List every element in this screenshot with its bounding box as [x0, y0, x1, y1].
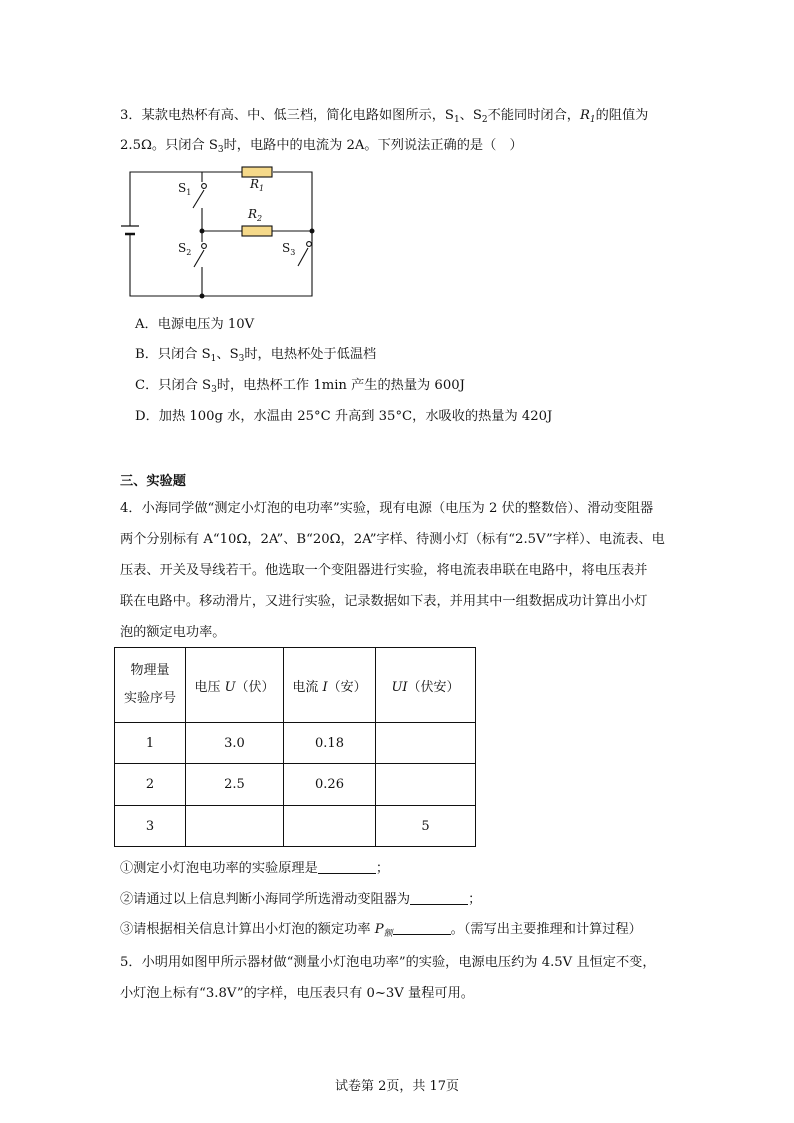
resistor-r1	[242, 167, 272, 177]
table-cell: 0.26	[284, 764, 376, 806]
table-cell: 0.18	[284, 723, 376, 764]
table-cell: 1	[115, 723, 186, 764]
label-s2: $S_2$	[178, 241, 192, 257]
q4-line-5: 泡的额定电功率。	[120, 625, 226, 640]
table-cell	[376, 723, 476, 764]
q4-line-3: 压表、开关及导线若干。他选取一个变阻器进行实验，将电流表串联在电路中，将电压表并	[120, 563, 648, 578]
sub-question-text: ③请根据相关信息计算出小灯泡的额定功率	[120, 922, 375, 937]
junction-dot	[200, 294, 205, 299]
table-row	[115, 764, 476, 806]
subscript: 1	[453, 115, 460, 125]
option-text: 、S	[216, 347, 239, 362]
table-cell: 3.0	[186, 723, 284, 764]
switch-s3-contact	[307, 242, 312, 247]
variable: U	[224, 679, 236, 695]
switch-s3-blade	[298, 248, 308, 266]
switch-s2-contact	[202, 244, 207, 249]
variable: R	[579, 108, 590, 123]
subscript: 额	[383, 929, 393, 939]
option-text: C．只闭合 S	[135, 378, 212, 393]
answer-blank[interactable]	[393, 922, 451, 935]
header-cell	[284, 648, 376, 723]
q4-sub-2	[120, 888, 481, 907]
sub-question-text: 。（需写出主要推理和计算过程）	[450, 922, 642, 937]
junction-dot	[200, 229, 205, 234]
header-text: 电流	[292, 679, 323, 695]
q3-option-d: D．加热 100g 水，水温由 25°C 升高到 35°C，水吸收的热量为 420J	[135, 409, 553, 424]
q4-sub-1	[120, 857, 389, 876]
header-cell	[186, 648, 284, 723]
table-row	[115, 723, 476, 764]
switch-s1-contact	[202, 184, 207, 189]
table-cell	[284, 806, 376, 847]
label-s3: $S_3$	[282, 241, 296, 257]
option-text: 时，电热杯处于低温档	[244, 347, 377, 362]
subscript: 1	[589, 115, 596, 125]
junction-dot	[310, 229, 315, 234]
subscript: 3	[211, 385, 217, 395]
header-text: （伏安）	[407, 679, 460, 695]
answer-blank[interactable]	[410, 892, 468, 905]
q4-line-1: 4．小海同学做“测定小灯泡的电功率”实验，现有电源（电压为 2 伏的整数倍）、滑动变阻器	[120, 501, 654, 516]
data-table	[114, 647, 476, 847]
header-text: （伏）	[235, 679, 275, 695]
subscript: 1	[210, 354, 217, 364]
option-text: 时，电热杯工作 1min 产生的热量为 600J	[216, 378, 465, 393]
table-header-row	[115, 648, 476, 723]
label-r1: $R_1$	[250, 177, 265, 193]
section-heading: 三、实验题	[120, 474, 186, 489]
variable: UI	[391, 679, 408, 695]
sub-question-text: ②请通过以上信息判断小海同学所选滑动变阻器为	[120, 892, 411, 907]
sub-question-text: ；	[375, 861, 389, 876]
q3-text: 、S	[459, 108, 482, 123]
q4-sub-3	[120, 918, 642, 939]
q3-line-1	[120, 104, 648, 125]
switch-s2-blade	[194, 250, 204, 267]
q3-option-b	[135, 343, 376, 364]
table-cell	[376, 764, 476, 806]
q4-line-2: 两个分别标有 A“10Ω，2A”、B“20Ω，2A”字样、待测小灯（标有“2.5V”字样）、电流表、电	[120, 532, 665, 547]
q3-option-a: A．电源电压为 10V	[135, 317, 255, 332]
sub-question-text: ①测定小灯泡电功率的实验原理是	[120, 861, 318, 876]
q3-text: 的阻值为	[595, 108, 649, 123]
label-r2: $R_2$	[248, 207, 263, 223]
header-text: （安）	[327, 679, 367, 695]
answer-blank[interactable]	[318, 861, 376, 874]
q3-text: 时，电路中的电流为 2A。下列说法正确的是（ ）	[223, 138, 523, 153]
switch-s1-blade	[193, 190, 204, 208]
page-footer: 试卷第 2页，共 17页	[334, 1079, 460, 1094]
subscript: 3	[217, 145, 224, 155]
header-cell	[115, 648, 186, 723]
option-text: B．只闭合 S	[135, 347, 211, 362]
q3-text: 某款电热杯有高、中、低三档，简化电路如图所示，S	[141, 108, 454, 123]
table-cell: 2	[115, 764, 186, 806]
table-cell	[186, 806, 284, 847]
table-cell: 3	[115, 806, 186, 847]
q3-text: 2.5Ω。只闭合 S	[120, 138, 218, 153]
table-cell: 2.5	[186, 764, 284, 806]
q5-line-2: 小灯泡上标有“3.8V”的字样，电压表只有 0~3V 量程可用。	[120, 986, 474, 1001]
header-text: 电压	[194, 679, 225, 695]
variable: P	[374, 922, 384, 937]
subscript: 2	[481, 115, 488, 125]
sub-question-text: ；	[468, 892, 482, 907]
q3-text: 不能同时闭合，	[487, 108, 580, 123]
q4-line-4: 联在电路中。移动滑片，又进行实验，记录数据如下表，并用其中一组数据成功计算出小灯	[120, 594, 648, 609]
label-s1: $S_1$	[178, 181, 192, 197]
q3-line-2	[120, 134, 523, 155]
q3-number: 3．	[120, 108, 142, 123]
subscript: 3	[238, 354, 245, 364]
variable: I	[322, 679, 328, 695]
q3-option-c	[135, 374, 465, 395]
circuit-diagram	[120, 160, 320, 305]
q5-line-1: 5．小明用如图甲所示器材做“测量小灯泡电功率”的实验，电源电压约为 4.5V 且恒定不变，	[120, 955, 656, 970]
resistor-r2	[242, 226, 272, 236]
table-row	[115, 806, 476, 847]
header-text: 物理量	[130, 663, 170, 678]
header-cell	[376, 648, 476, 723]
header-text: 实验序号	[123, 691, 176, 706]
table-cell: 5	[376, 806, 476, 847]
